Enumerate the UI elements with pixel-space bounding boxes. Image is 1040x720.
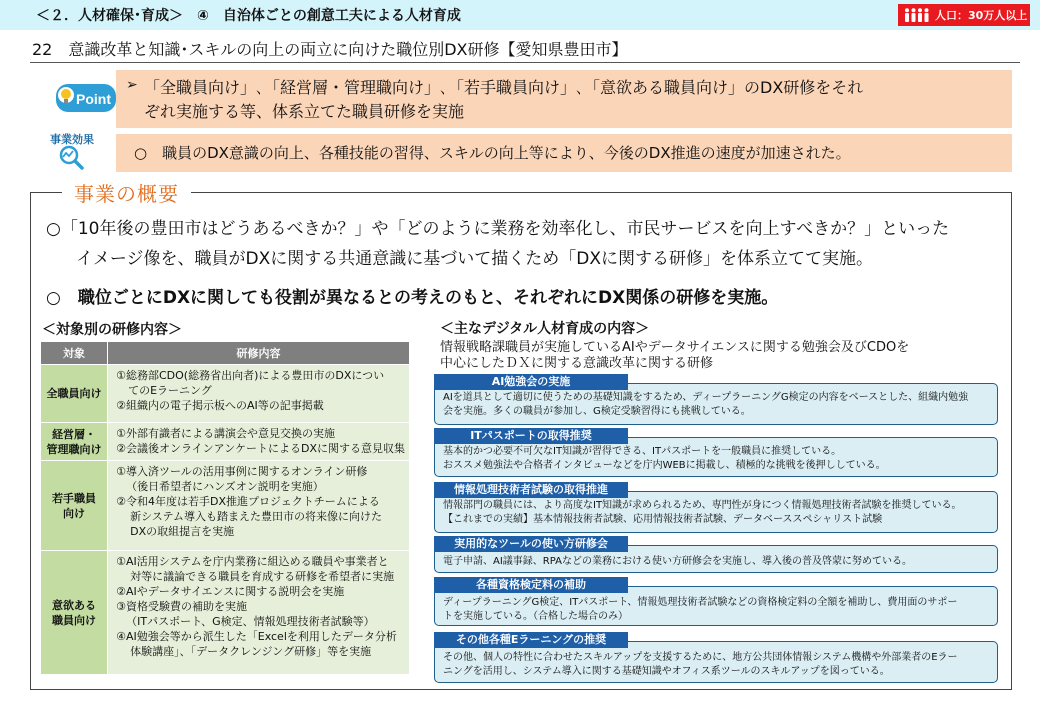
card-tool-workshop: 電子申請、AI議事録、RPAなどの業務における使い方研修会を実施し、導入後の普及啓蒙に努めている。 [434,545,998,573]
target-cell: 経営層・ 管理職向け [41,423,108,461]
target-cell: 意欲ある 職員向け [41,551,108,675]
digital-training-desc-2: 中心にしたＤＸに関する意識改革に関する研修 [440,356,714,371]
overview-line-2: ○ 職位ごとにDXに関しても役割が異なるとの考えのもと、それぞれにDX関係の研修を実施。 [46,288,779,308]
training-table [40,341,410,675]
table-row [41,423,410,461]
content-cell: ①総務部CDO(総務省出向者)による豊田市のDXについ てのEラーニング ②組織内の電子掲示板へのAI等の記事掲載 [108,365,410,423]
content-cell: ①外部有識者による講演会や意見交換の実施 ②会議後オンラインアンケートによるDXに関する意見収集 [108,423,410,461]
card-e-learning: その他、個人の特性に合わせたスキルアップを支援するために、地方公共団体情報システム機構や外部業者のEラー ニングを活用し、システム導入に関する基礎知識やオフィス系ツールのスキルアップを図っている。 [434,641,998,683]
point-line-2: ぞれ実施する等、体系立てた職員研修を実施 [144,102,465,121]
overview-line-1b: イメージ像を、職員がDXに関する共通意識に基づいて描くため「DXに関する研修」を体系立てて実施。 [76,249,873,269]
population-label: 人口：30万人以上 [935,9,1028,22]
card-title: 実用的なツールの使い方研修会 [434,536,628,552]
table-row [41,461,410,551]
card-title: ITパスポートの取得推奨 [434,428,628,444]
digital-training-desc-1: 情報戦略課職員が実施しているAIやデータサイエンスに関する勉強会及びCDOを [440,340,910,355]
card-info-processing-exam: 情報部門の職員には、より高度なIT知識が求められるため、専門性が身につく情報処理技術者試験を推奨している。 【これまでの実績】基本情報技術者試験、応用情報技術者試験、データベーススペシャリスト試験 [434,491,998,533]
section-title: ＜２．人材確保･育成＞ ④ 自治体ごとの創意工夫による人材育成 [36,8,461,24]
card-exam-fee-subsidy: ディープラーニングG検定、ITパスポート、情報処理技術者試験などの資格検定料の全額を補助し、費用面のサポー トを実施している。（合格した場合のみ） [434,586,998,626]
point-logo-text: Point [76,91,111,107]
overview-heading: 事業の概要 [62,178,191,207]
col-header-content: 研修内容 [108,342,410,365]
card-it-passport: 基本的かつ必要不可欠なIT知識が習得できる、ITパスポートを一般職員に推奨している。 おススメ勉強法や合格者インタビューなどを庁内WEBに掲載し、積極的な挑戦を後押ししている。 [434,437,998,477]
content-cell: ①AI活用システムを庁内業務に組込める職員や事業者と 対等に議論できる職員を育成する研修を希望者に実施 ②AIやデータサイエンスに関する説明会を実施 ③資格受験費の補助を実施 （ITパスポート、G検定、情報処理技術者試験等） ④AI勉強会等から派生した「Excelを利用したデータ分析 体験講座」、「データクレンジング研修」等を実施 [108,551,410,675]
case-title: 22 意識改革と知識･スキルの向上の両立に向けた職位別DX研修【愛知県豊田市】 [32,40,628,59]
target-cell: 全職員向け [41,365,108,423]
population-badge [898,4,1030,26]
card-ai-study: AIを道具として適切に使うための基礎知識をするため、ディープラーニングG検定の内容をベースとした、組織内勉強 会を実施。多くの職員が参加し、G検定受験習得にも挑戦している。 [434,383,998,425]
col-header-target: 対象 [41,342,108,365]
table-row [41,551,410,675]
point-summary-box [116,70,1012,128]
card-title: 情報処理技術者試験の取得推進 [434,482,628,498]
point-line-1: 「全職員向け」､「経営層・管理職向け」､「若手職員向け」､「意欲ある職員向け」のDX研修をそれ [144,78,864,97]
card-title: 各種資格検定料の補助 [434,577,628,593]
digital-training-heading: ＜主なデジタル人材育成の内容＞ [440,321,650,337]
content-cell: ①導入済ツールの活用事例に関するオンライン研修 （後日希望者にハンズオン説明を実施） ②令和4年度は若手DX推進プロジェクトチームによる 新システム導入も踏まえた豊田市の将来像に向けた DXの取組提言を実施 [108,461,410,551]
effect-label: 事業効果 [50,133,94,146]
training-table-heading: ＜対象別の研修内容＞ [42,322,182,338]
point-logo [56,80,116,118]
card-title: その他各種Eラーニングの推奨 [434,632,628,648]
card-title: AI勉強会の実施 [434,374,628,390]
table-row [41,365,410,423]
effect-text: ○ 職員のDX意識の向上、各種技能の習得、スキルの向上等により、今後のDX推進の速度が加速された。 [134,144,851,162]
title-divider [30,62,1020,63]
arrow-bullet-icon: ➢ [126,77,138,93]
overview-line-1a: ○「10年後の豊田市はどうあるべきか？」や「どのように業務を効率化し、市民サービスを向上すべきか？」といった [46,219,950,239]
target-cell: 若手職員 向け [41,461,108,551]
effect-box [116,134,1012,172]
chart-magnifier-icon [58,144,84,174]
people-icon [904,8,930,22]
